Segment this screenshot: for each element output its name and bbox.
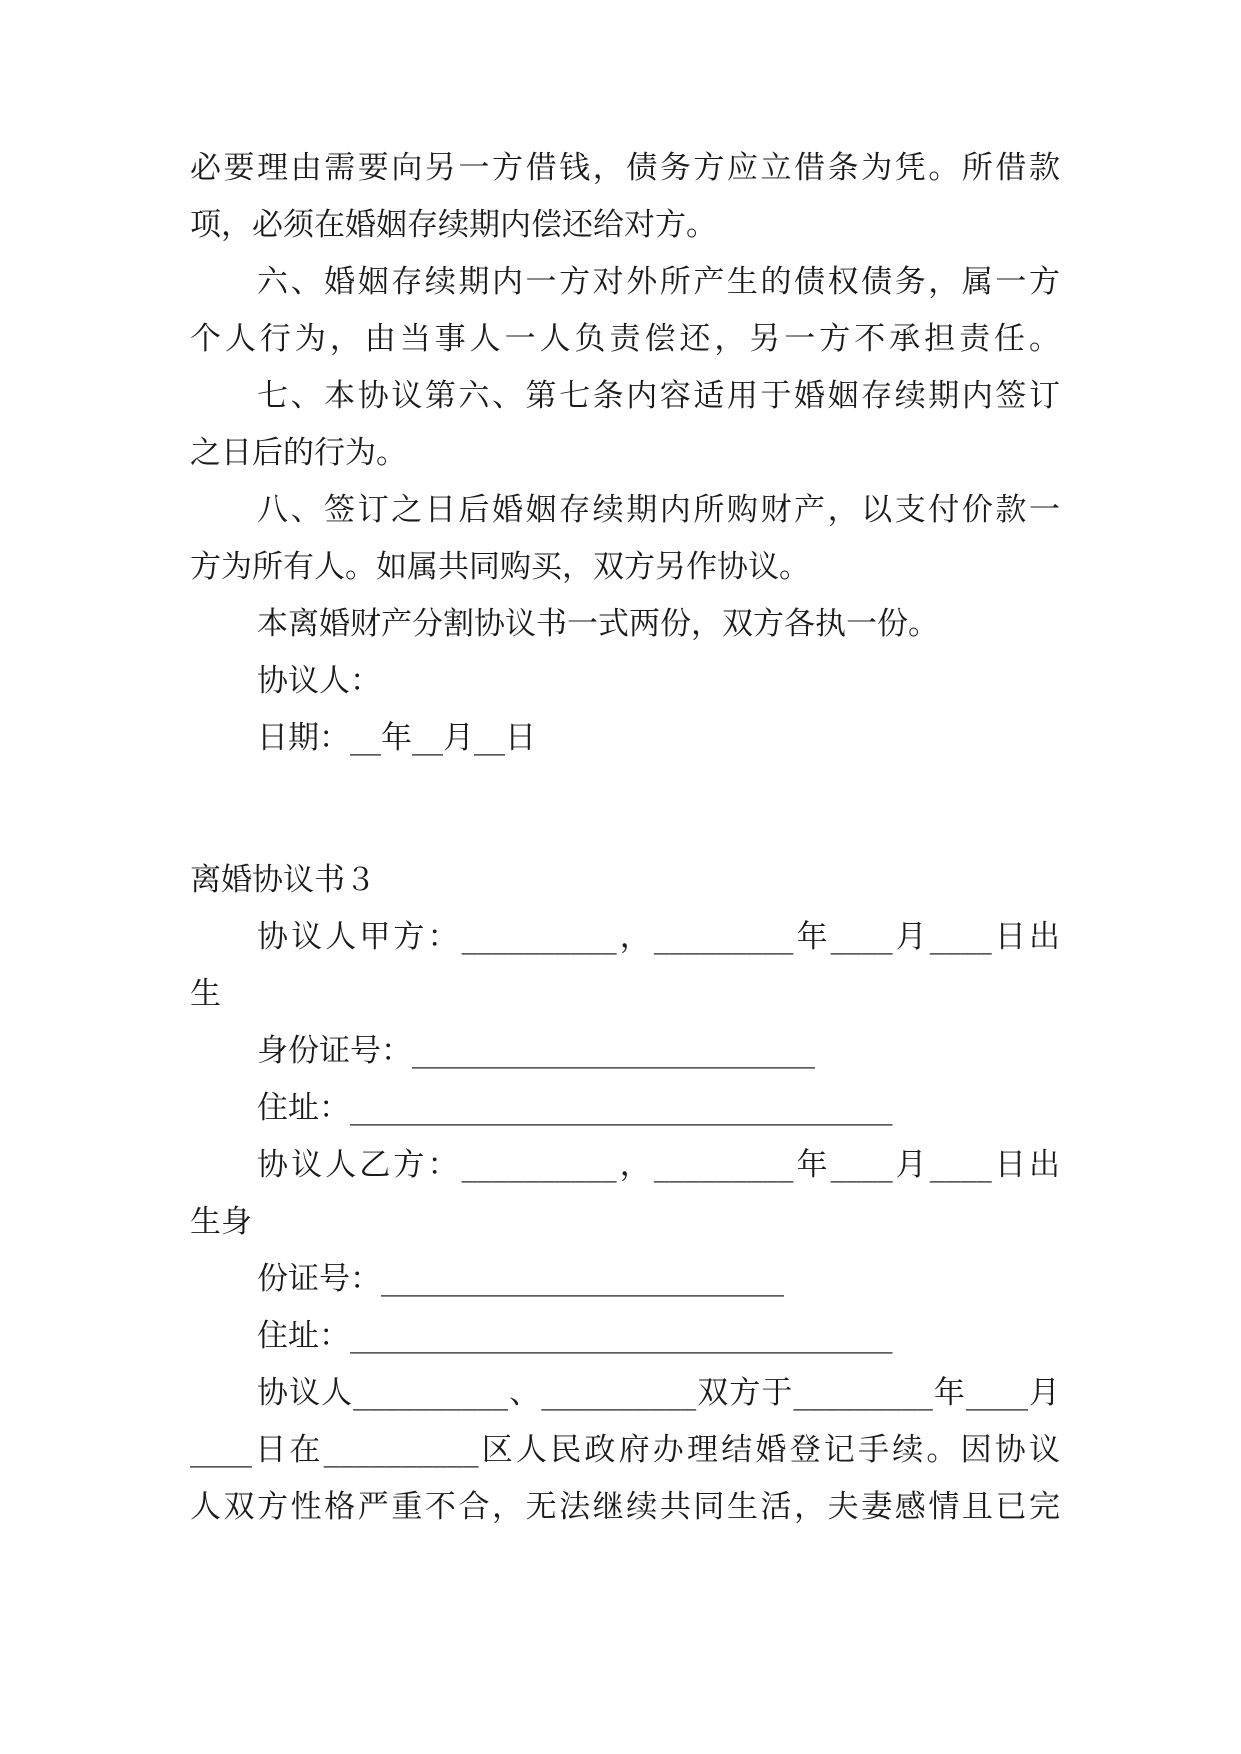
signatory-label: 协议人：	[257, 663, 381, 699]
text-line: 个人行为，由当事人一人负责偿还，另一方不承担责任。	[190, 321, 1060, 357]
text-line: 七、本协议第六、第七条内容适用于婚姻存续期内签订	[257, 378, 1060, 414]
text-line: 项，必须在婚姻存续期内偿还给对方。	[190, 207, 717, 243]
text-line: 生身	[190, 1204, 252, 1240]
party-b-address-line: 住址：___________________________________	[257, 1318, 893, 1354]
party-a-address-line: 住址：___________________________________	[257, 1090, 893, 1126]
text-line: 必要理由需要向另一方借钱，债务方应立借条为凭。所借款	[190, 150, 1060, 186]
text-line: 生	[190, 976, 221, 1012]
text-line: 人双方性格严重不合，无法继续共同生活，夫妻感情且已完	[190, 1489, 1060, 1525]
section-title: 离婚协议书３	[190, 862, 376, 898]
party-b-line: 协议人乙方：__________，_________年____月____日出	[257, 1147, 1060, 1183]
text-line: 之日后的行为。	[190, 435, 407, 471]
text-line: 方为所有人。如属共同购买，双方另作协议。	[190, 549, 810, 585]
text-line: 协议人__________、__________双方于_________年____月	[257, 1375, 1060, 1411]
date-line: 日期：__年__月__日	[257, 720, 536, 756]
text-line: 本离婚财产分割协议书一式两份，双方各执一份。	[257, 606, 939, 642]
party-b-id-line: 份证号：__________________________	[257, 1261, 784, 1297]
party-a-line: 协议人甲方：__________，_________年____月____日出	[257, 919, 1060, 955]
text-line: ____日在__________区人民政府办理结婚登记手续。因协议	[190, 1432, 1060, 1468]
party-a-id-line: 身份证号：__________________________	[257, 1033, 815, 1069]
text-line: 八、签订之日后婚姻存续期内所购财产，以支付价款一	[257, 492, 1060, 528]
text-line: 六、婚姻存续期内一方对外所产生的债权债务，属一方	[257, 264, 1060, 300]
